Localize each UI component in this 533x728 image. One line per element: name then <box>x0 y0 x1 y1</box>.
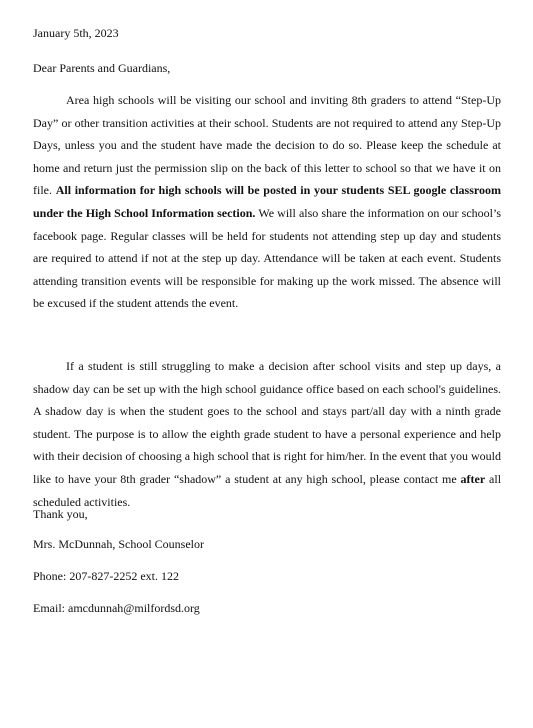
letter-date: January 5th, 2023 <box>33 26 119 40</box>
paragraph-1-text-b: We will also share the information on our school’s facebook page. Regular classes will be held for students not attending step up day and students are required to attend if not at the step up day. Attendance will be taken at each event. Students attending transition events will be responsible for making up the work missed. The absence will be excused if the student attends the event. <box>33 205 501 311</box>
paragraph-1-bold-text: All information for high schools will be posted in your students SEL google classroom under the High School Information section. <box>33 183 501 220</box>
paragraph-2-text-b: all scheduled activities. <box>33 471 502 509</box>
phone-number: Phone: 207-827-2252 ext. 122 <box>33 569 179 583</box>
paragraph-1-text-a: Area high schools will be visiting our school and inviting 8th graders to attend “Step-Up Day” or other transition activities at their school. Students are not required to attend any Step-Up Days, unless you and the student have made the decision to do so. Please keep the schedule at home and return just the permission slip on the back of this letter to school so that we have it on file. <box>33 93 501 198</box>
closing: Thank you, <box>33 507 88 521</box>
salutation: Dear Parents and Guardians, <box>33 61 171 75</box>
email-address: Email: amcdunnah@milfordsd.org <box>33 601 200 615</box>
paragraph-shadow-day <box>33 355 501 513</box>
paragraph-2-text-a: If a student is still struggling to make a decision after school visits and step up days, a shadow day can be set up with the high school guidance office based on each school's guidelines. A shadow day is when the student goes to the school and stays part/all day with a ninth grade student. The purpose is to allow the eighth grade student to have a personal experience and help with their decision of choosing a high school that is right for him/her. In the event that you would like to have your 8th grader “shadow” a student at any high school, please contact me <box>33 359 501 486</box>
signer-name: Mrs. McDunnah, School Counselor <box>33 537 204 551</box>
paragraph-step-up-day <box>33 89 501 315</box>
paragraph-2-bold-text: after <box>460 471 486 486</box>
